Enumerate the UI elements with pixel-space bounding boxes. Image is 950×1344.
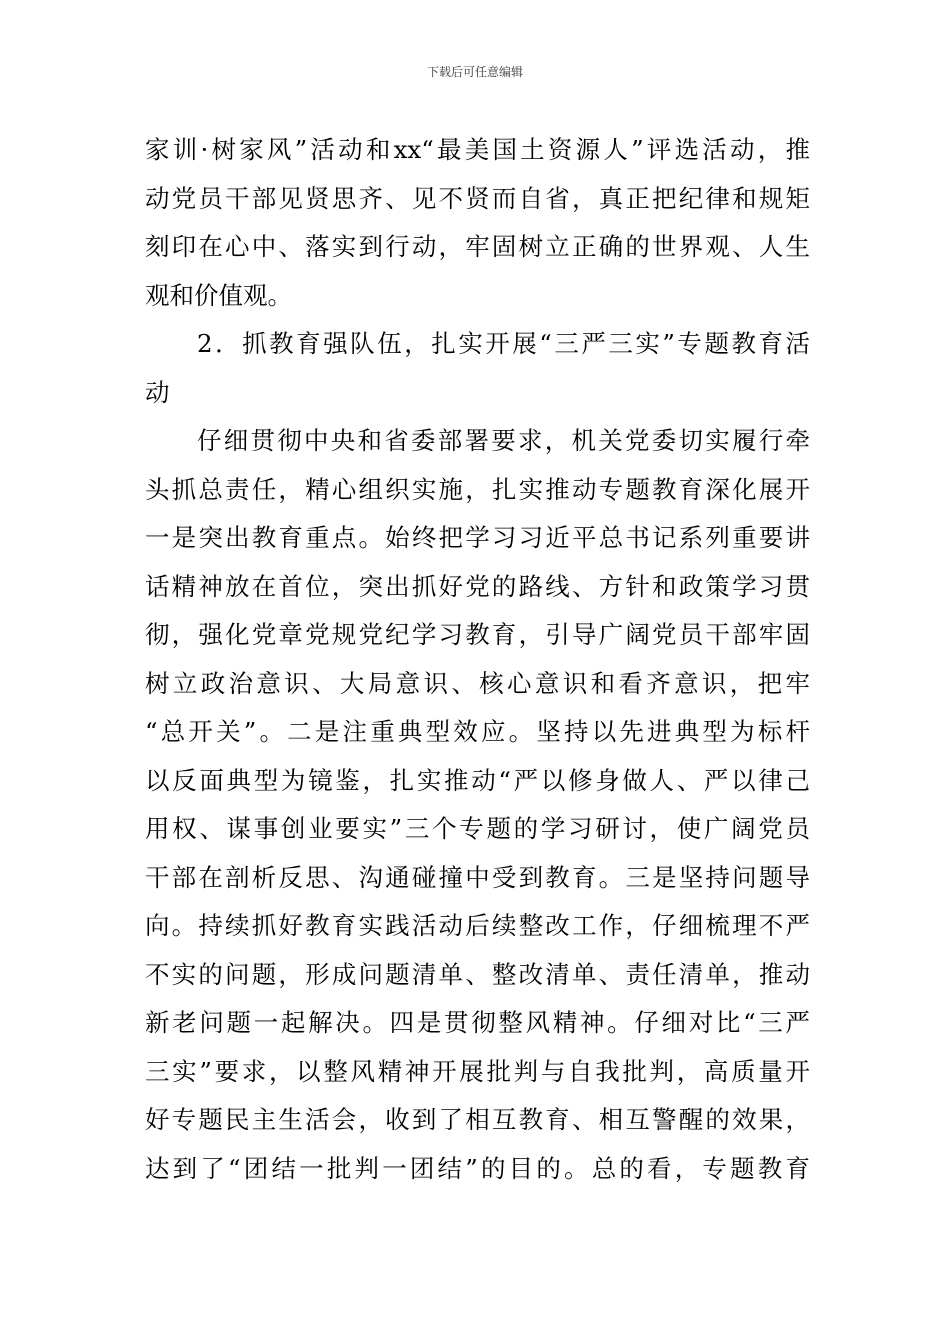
text-line: 树立政治意识、大局意识、核心意识和看齐意识，把牢 — [145, 668, 810, 698]
text-line: 家训·树家风”活动和xx“最美国土资源人”评选活动，推 — [145, 135, 810, 164]
text-line: 观和价值观。 — [145, 280, 292, 310]
text-line: 三实”要求，以整风精神开展批判与自我批判，高质量开 — [145, 1056, 810, 1086]
text-line: 一是突出教育重点。始终把学习习近平总书记系列重要讲 — [145, 523, 810, 552]
text-line: 用权、谋事创业要实”三个专题的学习研讨，使广阔党员 — [145, 814, 810, 843]
text-line: 达到了“团结一批判一团结”的目的。总的看，专题教育 — [145, 1153, 810, 1183]
text-line: 头抓总责任，精心组织实施，扎实推动专题教育深化展开 — [145, 474, 810, 504]
text-line: 刻印在心中、落实到行动，牢固树立正确的世界观、人生 — [145, 232, 810, 261]
page-header: 下载后可任意编辑 — [426, 65, 523, 79]
text-line: 彻，强化党章党规党纪学习教育，引导广阔党员干部牢固 — [145, 620, 810, 649]
text-line: 新老问题一起解决。四是贯彻整风精神。仔细对比“三严 — [145, 1008, 810, 1037]
text-line: 动党员干部见贤思齐、见不贤而自省，真正把纪律和规矩 — [145, 183, 810, 213]
text-line: 好专题民主生活会，收到了相互教育、相互警醒的效果， — [145, 1105, 810, 1134]
text-line: 不实的问题，形成问题清单、整改清单、责任清单，推动 — [145, 959, 810, 989]
text-line: 话精神放在首位，突出抓好党的路线、方针和政策学习贯 — [145, 571, 810, 601]
text-line: “总开关”。二是注重典型效应。坚持以先进典型为标杆 — [145, 717, 810, 746]
text-line: 干部在剖析反思、沟通碰撞中受到教育。三是坚持问题导 — [145, 862, 810, 892]
text-line: 向。持续抓好教育实践活动后续整改工作，仔细梳理不严 — [145, 911, 810, 940]
document-body — [145, 126, 810, 1193]
text-line: 动 — [145, 377, 170, 407]
text-line: 仔细贯彻中央和省委部署要求，机关党委切实履行牵 — [197, 426, 810, 455]
text-line: 以反面典型为镜鉴，扎实推动“严以修身做人、严以律己 — [145, 765, 810, 795]
text-line: 2．抓教育强队伍，扎实开展“三严三实”专题教育活 — [197, 329, 810, 358]
